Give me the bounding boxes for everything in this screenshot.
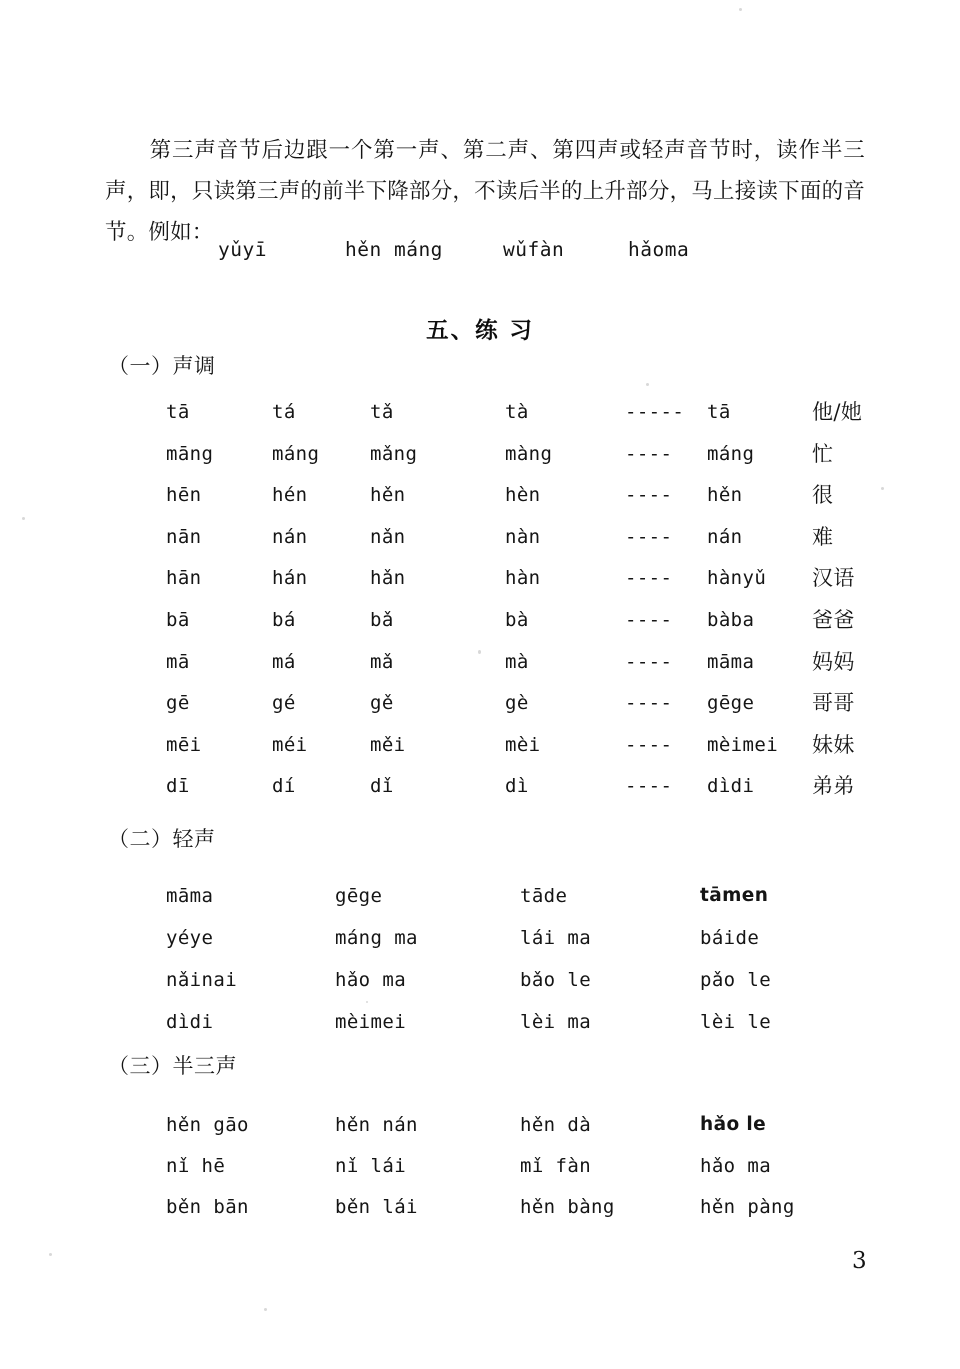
list-item <box>0 884 960 926</box>
word-cell: yéye <box>166 927 214 949</box>
tone1-cell: hēn <box>166 484 202 507</box>
hanzi-cell: 哥哥 <box>812 691 855 716</box>
tone4-cell: gè <box>505 692 529 715</box>
tone3-cell: tǎ <box>370 401 394 423</box>
dash-separator: ---- <box>625 525 673 548</box>
dash-separator: ---- <box>625 484 673 507</box>
dash-separator: ---- <box>625 733 673 756</box>
scan-speckle <box>264 1308 267 1311</box>
tone2-cell: gé <box>272 692 296 715</box>
tone3-cell: dǐ <box>370 775 394 798</box>
list-item <box>0 1010 960 1052</box>
word-cell: lèi le <box>700 1011 772 1033</box>
tone2-cell: má <box>272 650 296 673</box>
hanzi-cell: 妈妈 <box>812 649 855 674</box>
hanzi-cell: 难 <box>812 524 834 549</box>
word-cell: mǐ fàn <box>520 1155 592 1177</box>
hanzi-cell: 他/她 <box>812 400 863 424</box>
word-cell: hěn dà <box>520 1114 592 1136</box>
hanzi-cell: 汉语 <box>812 566 855 591</box>
dash-separator: ---- <box>625 775 673 798</box>
tone4-cell: mèi <box>505 733 541 756</box>
tone1-cell: mā <box>166 650 190 673</box>
list-item <box>0 1195 960 1236</box>
table-row <box>0 566 960 608</box>
tone4-cell: màng <box>505 442 553 465</box>
word-cell: gēge <box>335 885 383 907</box>
word-cell: hǎo ma <box>335 969 407 991</box>
dash-separator: ---- <box>625 650 673 673</box>
tone4-cell: bà <box>505 608 529 631</box>
word-cell: hěn bàng <box>520 1196 615 1218</box>
word-cell: lèi ma <box>520 1011 592 1033</box>
neutral-tone-word-grid <box>0 884 960 1052</box>
word-cell: nǐ hē <box>166 1155 226 1177</box>
tone2-cell: méi <box>272 733 308 756</box>
tone4-cell: mà <box>505 650 529 673</box>
example-word: wǔfàn <box>503 238 565 261</box>
tone2-cell: nán <box>272 525 308 548</box>
tone2-cell: hén <box>272 484 308 507</box>
scan-speckle <box>646 383 649 386</box>
tone1-cell: māng <box>166 442 214 465</box>
word-cell: tāde <box>520 885 568 907</box>
tone1-cell: gē <box>166 692 190 715</box>
word-cell: běn bān <box>166 1196 249 1218</box>
table-row <box>0 650 960 692</box>
word-cell: báide <box>700 927 760 949</box>
list-item <box>0 1154 960 1195</box>
tone3-cell: bǎ <box>370 608 394 631</box>
intro-paragraph <box>105 130 865 253</box>
word-cell: běn lái <box>335 1196 418 1218</box>
word-cell: hěn pàng <box>700 1196 795 1218</box>
tone3-cell: hǎn <box>370 567 406 590</box>
tone3-cell: mǎng <box>370 442 418 465</box>
word-cell: gēge <box>707 692 755 715</box>
scan-speckle <box>739 8 742 11</box>
tone4-cell: nàn <box>505 525 541 548</box>
word-cell: nán <box>707 525 743 548</box>
table-row <box>0 525 960 567</box>
word-cell: mèimei <box>335 1011 407 1033</box>
tone2-cell: dí <box>272 775 296 798</box>
tone3-cell: hěn <box>370 484 406 507</box>
list-item <box>0 1113 960 1154</box>
subsection-label-half-third-tone: （三）半三声 <box>108 1054 237 1078</box>
word-cell: bǎo le <box>520 969 592 991</box>
table-row <box>0 774 960 816</box>
half-third-tone-word-grid <box>0 1113 960 1236</box>
word-cell: máng ma <box>335 927 418 949</box>
word-cell: nǐ lái <box>335 1155 407 1177</box>
list-item <box>0 926 960 968</box>
intro-text: 第三声音节后边跟一个第一声、第二声、第四声或轻声音节时，读作半三声，即，只读第三声的前半下降部分，不读后半的上升部分，马上接读下面的音节。例如： <box>105 137 865 245</box>
word-cell: māma <box>707 650 755 673</box>
word-cell: máng <box>707 442 755 465</box>
tone1-cell: bā <box>166 608 190 631</box>
tone1-cell: nān <box>166 525 202 548</box>
tone2-cell: bá <box>272 608 296 631</box>
dash-separator: ---- <box>625 692 673 715</box>
hanzi-cell: 弟弟 <box>812 774 855 799</box>
example-word: hěn máng <box>345 238 443 261</box>
word-cell: hěn <box>707 484 743 507</box>
tone4-cell: hàn <box>505 567 541 590</box>
tone1-cell: mēi <box>166 733 202 756</box>
table-row <box>0 733 960 775</box>
word-cell: hěn nán <box>335 1114 418 1136</box>
example-line <box>105 238 865 272</box>
tone1-cell: tā <box>166 401 190 423</box>
word-cell: māma <box>166 885 214 907</box>
word-cell: hànyǔ <box>707 567 767 590</box>
subsection-label-neutral-tone: （二）轻声 <box>108 827 216 851</box>
table-row <box>0 691 960 733</box>
tone2-cell: tá <box>272 401 296 423</box>
word-cell: hěn gāo <box>166 1114 249 1136</box>
word-cell: lái ma <box>520 927 592 949</box>
list-item <box>0 968 960 1010</box>
tone4-cell: tà <box>505 401 529 423</box>
dash-separator: ---- <box>625 567 673 590</box>
word-cell: tā <box>707 401 731 423</box>
hanzi-cell: 爸爸 <box>812 607 855 632</box>
word-cell: hǎo ma <box>700 1155 772 1177</box>
table-row <box>0 608 960 650</box>
scan-speckle <box>49 1253 52 1256</box>
page-number: 3 <box>852 1248 867 1274</box>
hanzi-cell: 妹妹 <box>812 732 855 757</box>
tone2-cell: máng <box>272 442 320 465</box>
word-cell: bàba <box>707 608 755 631</box>
table-row <box>0 400 960 442</box>
tone3-cell: gě <box>370 692 394 715</box>
hanzi-cell: 忙 <box>812 441 834 466</box>
dash-separator: ---- <box>625 608 673 631</box>
example-word: yǔyī <box>218 238 267 261</box>
word-cell: mèimei <box>707 733 779 756</box>
dash-separator: ----- <box>625 401 685 423</box>
tone2-cell: hán <box>272 567 308 590</box>
subsection-label-tones: （一）声调 <box>108 354 216 378</box>
word-cell: hǎo le <box>700 1114 767 1135</box>
tone1-cell: dī <box>166 775 190 798</box>
word-cell: tāmen <box>700 885 769 906</box>
table-row <box>0 483 960 525</box>
tone-drill-table <box>0 400 960 816</box>
word-cell: nǎinai <box>166 969 238 991</box>
tone3-cell: mǎ <box>370 650 394 673</box>
word-cell: dìdi <box>707 775 755 798</box>
example-word: hǎoma <box>628 238 690 261</box>
word-cell: dìdi <box>166 1011 214 1033</box>
tone4-cell: dì <box>505 775 529 798</box>
tone3-cell: měi <box>370 733 406 756</box>
table-row <box>0 442 960 484</box>
tone3-cell: nǎn <box>370 525 406 548</box>
tone4-cell: hèn <box>505 484 541 507</box>
word-cell: pǎo le <box>700 969 772 991</box>
tone1-cell: hān <box>166 567 202 590</box>
dash-separator: ---- <box>625 442 673 465</box>
section-heading: 五、练 习 <box>426 318 534 344</box>
hanzi-cell: 很 <box>812 483 834 508</box>
